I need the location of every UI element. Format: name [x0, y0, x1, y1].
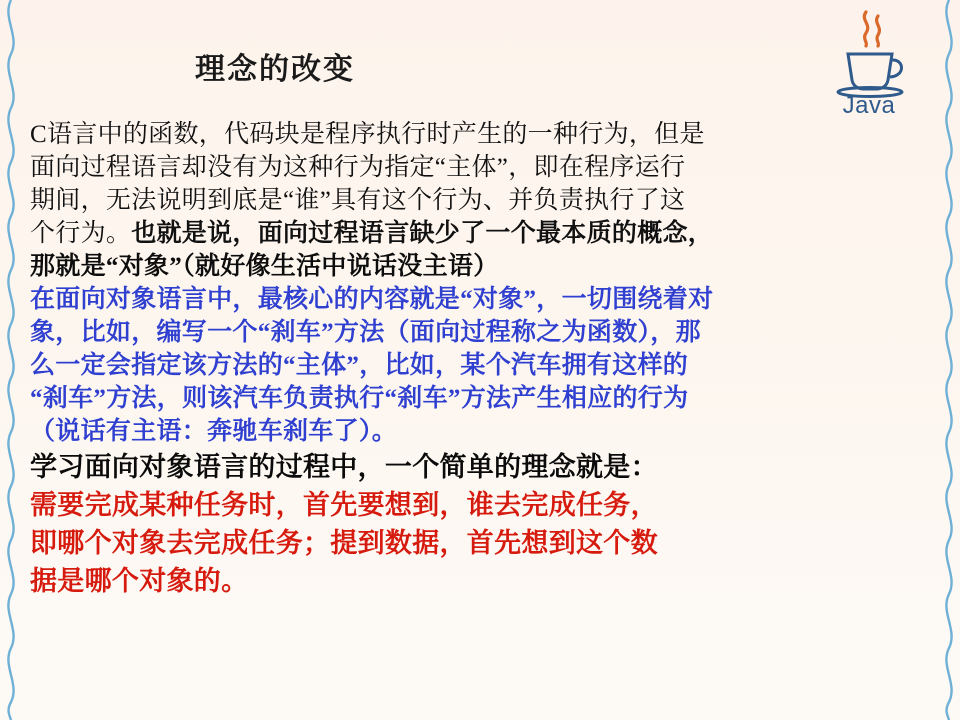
paragraph-emphasis	[30, 250, 935, 283]
line: 么一定会指定该方法的“主体”，比如，某个汽车拥有这样的	[30, 352, 689, 379]
line: 期间，无法说明到底是“谁”具有这个行为、并负责执行了这	[30, 187, 686, 214]
line: “刹车”方法，则该汽车负责执行“刹车”方法产生相应的行为	[30, 385, 689, 412]
line-segment-bold: 也就是说，面向过程语言缺少了一个最本质的概念，	[131, 220, 714, 247]
line-segment: 个行为。	[30, 220, 132, 247]
line: 那就是“对象”（就好像生活中说话没主语）	[30, 253, 499, 280]
line: 在面向对象语言中，最核心的内容就是“对象”，一切围绕着对	[30, 286, 714, 313]
right-wave-border-icon	[938, 0, 960, 720]
java-coffee-cup-icon	[814, 6, 924, 98]
line: 据是哪个对象的。	[30, 566, 249, 596]
slide-body	[30, 118, 935, 600]
left-wave-border-icon	[0, 0, 22, 720]
java-logo-label: Java	[842, 92, 896, 119]
line: （说话有主语：奔驰车刹车了）。	[30, 418, 398, 445]
paragraph-intro	[30, 118, 935, 250]
line: 象，比如，编写一个“刹车”方法（面向过程称之为函数），那	[30, 319, 701, 346]
line: 需要完成某种任务时，首先要想到，谁去完成任务，	[30, 490, 658, 520]
java-logo	[814, 6, 924, 118]
line: 学习面向对象语言的过程中，一个简单的理念就是：	[30, 452, 658, 482]
line-with-continuation	[30, 217, 935, 250]
slide-title: 理念的改变	[195, 53, 355, 86]
line: 面向过程语言却没有为这种行为指定“主体”，即在程序运行	[30, 154, 686, 181]
paragraph-key-idea-red	[30, 486, 935, 600]
paragraph-summary-heading	[30, 448, 935, 486]
paragraph-oop-blue	[30, 283, 935, 448]
line: C语言中的函数，代码块是程序执行时产生的一种行为，但是	[30, 121, 705, 148]
line: 即哪个对象去完成任务；提到数据，首先想到这个数	[30, 528, 658, 558]
